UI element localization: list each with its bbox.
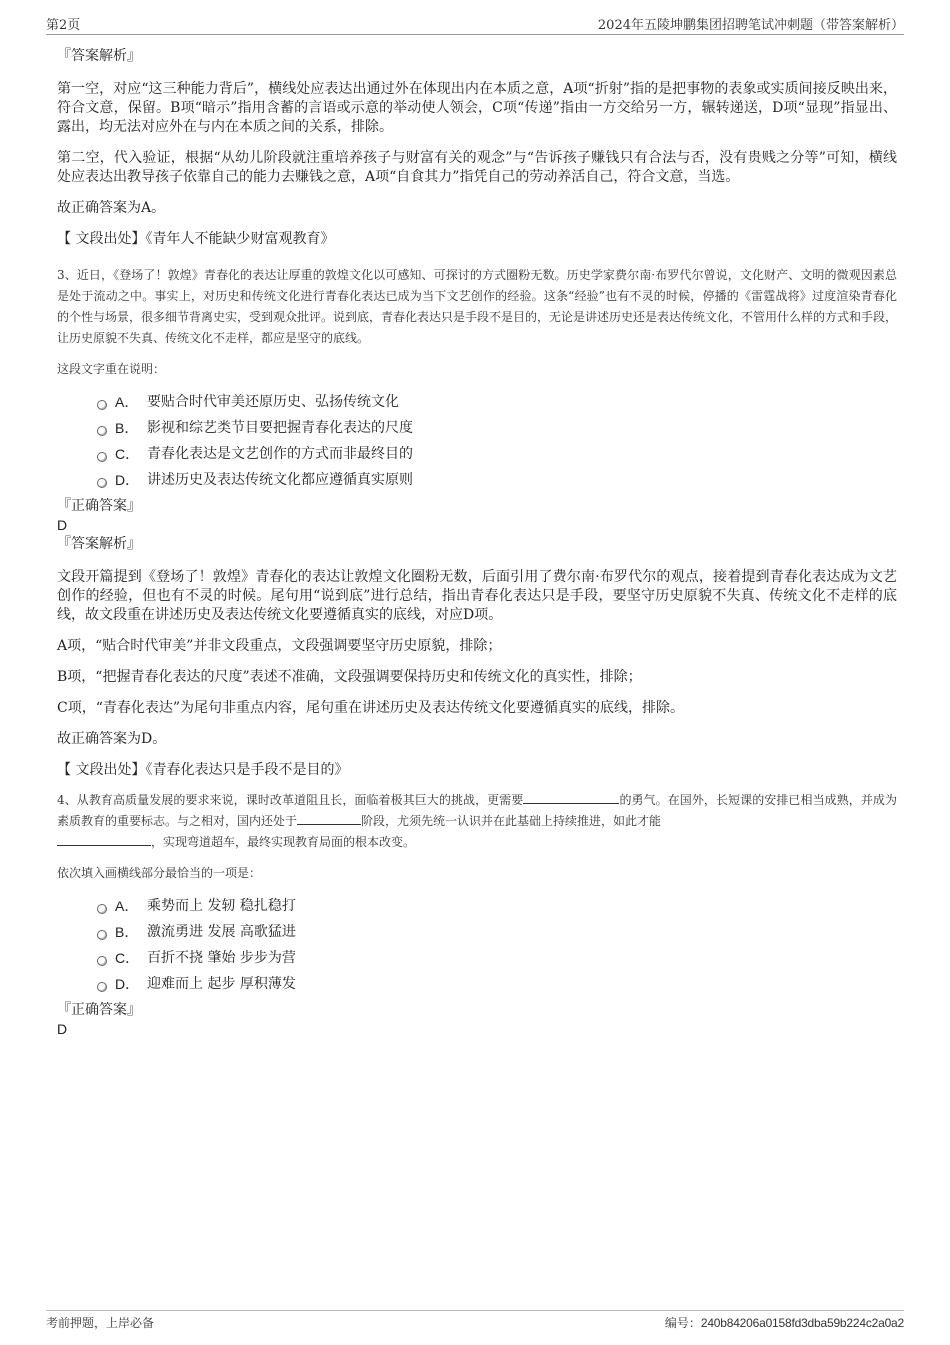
option-text: 青春化表达是文艺创作的方式而非最终目的 (147, 446, 413, 462)
conclusion-text: 故正确答案为A。 (57, 200, 166, 216)
option-c[interactable] (97, 441, 897, 467)
radio-icon[interactable] (97, 956, 107, 966)
analysis-paragraph: 第一空，对应“这三种能力背后”，横线处应表达出通过外在体现出内在本质之意，A项“折射”指的是把事物的表象或实质间接反映出来，符合文意，保留。B项“暗示”指用含蓄的言语或示意的举动使人领会，C项“传递”指由一方交给另一方，辗转递送，D项“显现”指显出、露出，均无法对应外在与内在本质之间的关系，排除。 (57, 81, 897, 135)
option-letter: C． (115, 950, 140, 966)
passage-text: 的勇气。在国外，长短课的安排已相当成熟，并成为素质教育的重要标志。与之相对，国内还处于 (57, 793, 897, 828)
page-number: 第2页 (46, 18, 81, 33)
question-passage (57, 790, 897, 853)
correct-answer: D (57, 517, 68, 533)
option-list (57, 389, 897, 493)
radio-icon[interactable] (97, 478, 107, 488)
option-letter: A． (115, 898, 139, 914)
radio-icon[interactable] (97, 400, 107, 410)
source-citation: 【 文段出处】《青年人不能缺少财富观教育》 (57, 231, 335, 247)
option-letter: B． (115, 924, 139, 940)
option-b[interactable] (97, 919, 897, 945)
id-label: 编号： (664, 1316, 701, 1330)
option-text: 要贴合时代审美还原历史、弘扬传统文化 (147, 394, 399, 410)
option-text: 影视和综艺类节目要把握青春化表达的尺度 (147, 420, 413, 436)
option-a[interactable] (97, 389, 897, 415)
analysis-paragraph: A项，“贴合时代审美”并非文段重点，文段强调要坚守历史原貌，排除； (57, 638, 502, 654)
option-letter: D． (115, 472, 140, 488)
fill-blank (297, 812, 361, 825)
question-stem: 这段文字重在说明： (57, 362, 166, 376)
footer-slogan: 考前押题，上岸必备 (46, 1316, 155, 1330)
option-a[interactable] (97, 893, 897, 919)
correct-answer: D (57, 1021, 68, 1037)
passage-text: 阶段，尤须先统一认识并在此基础上持续推进，如此才能 (361, 814, 662, 828)
option-letter: D． (115, 976, 140, 992)
option-c[interactable] (97, 945, 897, 971)
analysis-heading: 『答案解析』 (57, 536, 141, 552)
analysis-paragraph: C项，“青春化表达”为尾句非重点内容，尾句重在讲述历史及表达传统文化要遵循真实的底线，排除。 (57, 700, 685, 716)
fill-blank (523, 791, 619, 804)
option-letter: A． (115, 394, 139, 410)
analysis-paragraph: 第二空，代入验证，根据“从幼儿阶段就注重培养孩子与财富有关的观念”与“告诉孩子赚钱只有合法与否，没有贵贱之分等”可知，横线处应表达出教导孩子依靠自己的能力去赚钱之意，A项“自食其力”指凭自己的劳动养活自己，符合文意，当选。 (57, 150, 897, 185)
fill-blank (57, 833, 151, 846)
question-passage: 3、近日，《登场了！敦煌》青春化的表达让厚重的敦煌文化以可感知、可探讨的方式圈粉无数。历史学家费尔南·布罗代尔曾说，文化财产、文明的微观因素总是处于流动之中。事实上，对历史和传统文化进行青春化表达已成为当下文艺创作的经验。这条“经验”也有不灵的时候，停播的《雷霆战将》过度渲染青春化的个性与场景，很多细节背离史实，受到观众批评。说到底，青春化表达只是手段不是目的，无论是讲述历史还是表达传统文化，不管用什么样的方式和手段，让历史原貌不失真、传统文化不走样，都应是坚守的底线。 (57, 268, 898, 345)
radio-icon[interactable] (97, 452, 107, 462)
option-text: 讲述历史及表达传统文化都应遵循真实原则 (147, 472, 413, 488)
correct-answer-heading: 『正确答案』 (57, 1002, 141, 1018)
page-footer (46, 1310, 904, 1334)
option-text: 激流勇进 发展 高歌猛进 (147, 924, 296, 940)
option-text: 乘势而上 发轫 稳扎稳打 (147, 898, 296, 914)
analysis-heading: 『答案解析』 (57, 48, 141, 64)
analysis-paragraph: B项，“把握青春化表达的尺度”表述不准确，文段强调要保持历史和传统文化的真实性，排除； (57, 669, 642, 685)
radio-icon[interactable] (97, 982, 107, 992)
option-list (57, 893, 897, 997)
option-letter: B． (115, 420, 139, 436)
correct-answer-heading: 『正确答案』 (57, 498, 141, 514)
radio-icon[interactable] (97, 930, 107, 940)
document-id (665, 1314, 904, 1331)
radio-icon[interactable] (97, 904, 107, 914)
question-stem: 依次填入画横线部分最恰当的一项是： (57, 866, 262, 880)
option-d[interactable] (97, 971, 897, 997)
passage-text: 4、从教育高质量发展的要求来说，课时改革道阻且长，面临着极其巨大的挑战，更需要 (57, 793, 524, 807)
option-b[interactable] (97, 415, 897, 441)
conclusion-text: 故正确答案为D。 (57, 731, 167, 747)
page-content (57, 47, 897, 1039)
option-text: 百折不挠 肇始 步步为营 (147, 950, 296, 966)
id-value: 240b84206a0158fd3dba59b224c2a0a2 (700, 1316, 904, 1330)
radio-icon[interactable] (97, 426, 107, 436)
source-citation: 【 文段出处】《青春化表达只是手段不是目的》 (57, 762, 349, 778)
passage-text: ，实现弯道超车，最终实现教育局面的根本改变。 (151, 835, 416, 849)
page-header (46, 14, 904, 35)
option-letter: C． (115, 446, 140, 462)
option-d[interactable] (97, 467, 897, 493)
option-text: 迎难而上 起步 厚积薄发 (147, 976, 296, 992)
analysis-paragraph: 文段开篇提到《登场了！敦煌》青春化的表达让敦煌文化圈粉无数，后面引用了费尔南·布罗代尔的观点，接着提到青春化表达成为文艺创作的经验，但也有不灵的时候。尾句用“说到底”进行总结，指出青春化表达只是手段，要坚守历史原貌不失真、传统文化不走样的底线，故文段重在讲述历史及表达传统文化要遵循真实的底线，对应D项。 (57, 569, 897, 623)
document-title: 2024年五陵坤鹏集团招聘笔试冲刺题（带答案解析） (597, 18, 904, 33)
